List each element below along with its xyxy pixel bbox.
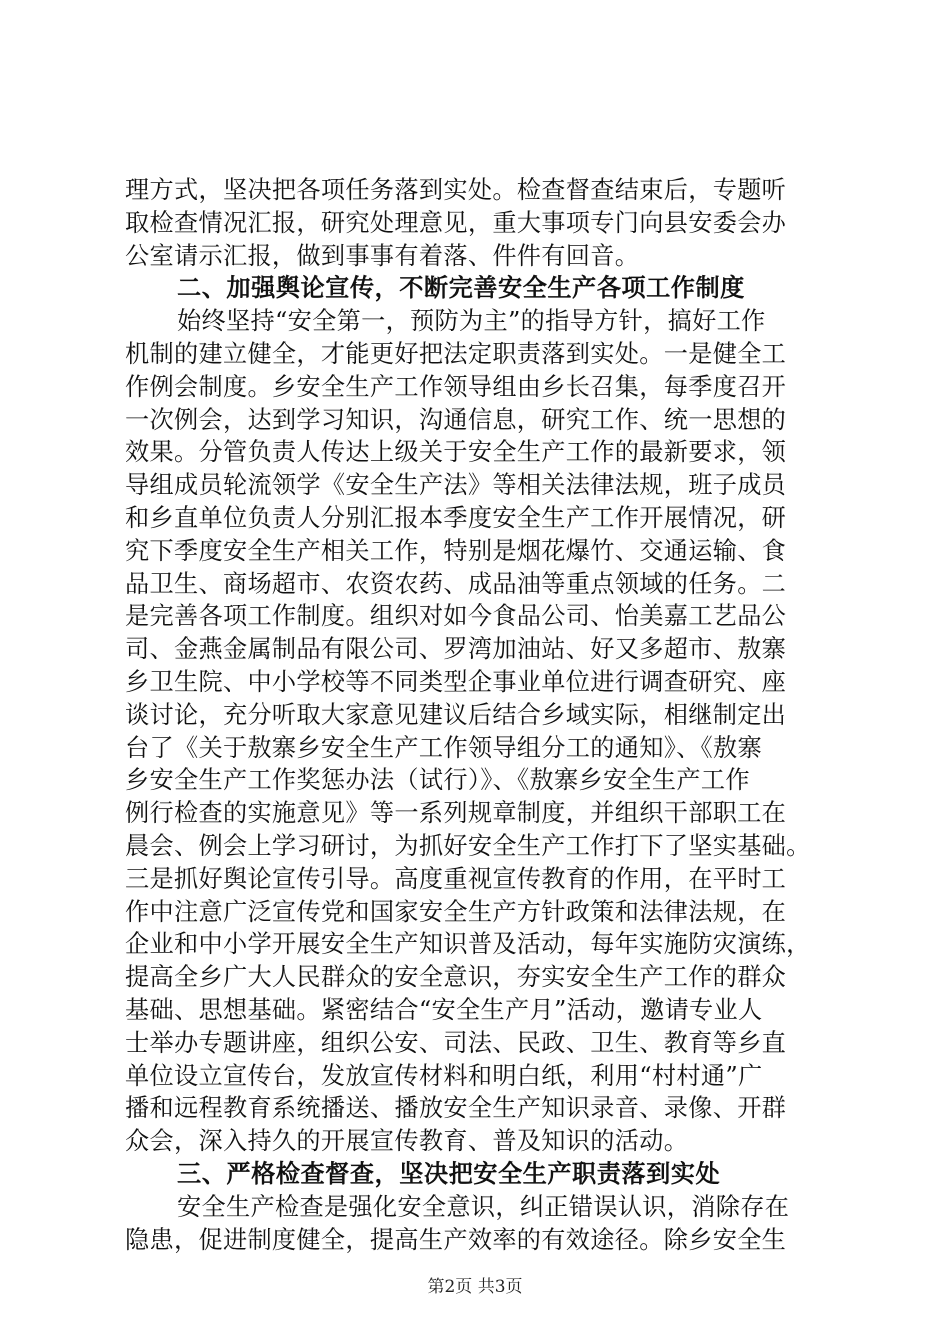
- body-text-line: 谈讨论，充分听取大家意见建议后结合乡域实际，相继制定出: [125, 700, 787, 729]
- body-text-line: 和乡直单位负责人分别汇报本季度安全生产工作开展情况，研: [125, 503, 787, 532]
- body-text-line: 士举办专题讲座，组织公安、司法、民政、卫生、教育等乡直: [125, 1028, 787, 1057]
- paragraph-first-line: 始终坚持“安全第一，预防为主”的指导方针，搞好工作: [177, 307, 766, 336]
- body-text-line: 是完善各项工作制度。组织对如今食品公司、怡美嘉工艺品公: [125, 602, 787, 631]
- body-text-line: 台了《关于敖寨乡安全生产工作领导组分工的通知》、《敖寨: [125, 733, 762, 762]
- body-text-line: 乡卫生院、中小学校等不同类型企事业单位进行调查研究、座: [125, 667, 787, 696]
- body-text-line: 一次例会，达到学习知识，沟通信息，研究工作、统一思想的: [125, 405, 787, 434]
- body-text-line: 作中注意广泛宣传党和国家安全生产方针政策和法律法规，在: [125, 897, 787, 926]
- body-text-line: 乡安全生产工作奖惩办法（试行）》、《敖寨乡安全生产工作: [125, 766, 750, 795]
- body-text-line: 晨会、例会上学习研讨，为抓好安全生产工作打下了坚实基础。: [125, 831, 811, 860]
- body-text-line: 企业和中小学开展安全生产知识普及活动，每年实施防灾演练，: [125, 930, 811, 959]
- body-text-line: 单位设立宣传台，发放宣传材料和明白纸，利用“村村通”广: [125, 1061, 763, 1090]
- body-text-line: 效果。分管负责人传达上级关于安全生产工作的最新要求，领: [125, 438, 787, 467]
- body-text-line: 公室请示汇报，做到事事有着落、件件有回音。: [125, 241, 640, 270]
- body-text-line: 提高全乡广大人民群众的安全意识，夯实安全生产工作的群众: [125, 963, 787, 992]
- section-heading: 三、严格检查督查，坚决把安全生产职责落到实处: [177, 1159, 721, 1188]
- body-text-line: 播和远程教育系统播送、播放安全生产知识录音、录像、开群: [125, 1094, 787, 1123]
- body-text-line: 基础、思想基础。紧密结合“安全生产月”活动，邀请专业人: [125, 995, 763, 1024]
- body-text-line: 理方式，坚决把各项任务落到实处。检查督查结束后，专题听: [125, 176, 787, 204]
- section-heading: 二、加强舆论宣传，不断完善安全生产各项工作制度: [177, 274, 745, 303]
- body-text-line: 三是抓好舆论宣传引导。高度重视宣传教育的作用，在平时工: [125, 864, 787, 893]
- page-footer: 第2页 共3页: [427, 1277, 523, 1297]
- body-text-line: 隐患，促进制度健全，提高生产效率的有效途径。除乡安全生: [125, 1225, 787, 1254]
- body-text-line: 机制的建立健全，才能更好把法定职责落到实处。一是健全工: [125, 339, 787, 368]
- body-text-line: 众会，深入持久的开展宣传教育、普及知识的活动。: [125, 1127, 689, 1156]
- body-text-line: 作例会制度。乡安全生产工作领导组由乡长召集，每季度召开: [125, 372, 787, 401]
- body-text-line: 例行检查的实施意见》等一系列规章制度，并组织干部职工在: [125, 799, 787, 828]
- document-body: [125, 174, 830, 1256]
- body-text-line: 品卫生、商场超市、农资农药、成品油等重点领域的任务。二: [125, 569, 787, 598]
- body-text-line: 导组成员轮流领学《安全生产法》等相关法律法规，班子成员: [125, 471, 787, 500]
- paragraph-first-line: 安全生产检查是强化安全意识，纠正错误认识，消除存在: [177, 1192, 790, 1221]
- body-text-line: 司、金燕金属制品有限公司、罗湾加油站、好又多超市、敖寨: [125, 635, 787, 664]
- body-text-line: 取检查情况汇报，研究处理意见，重大事项专门向县安委会办: [125, 208, 787, 237]
- body-text-line: 究下季度安全生产相关工作，特别是烟花爆竹、交通运输、食: [125, 536, 787, 565]
